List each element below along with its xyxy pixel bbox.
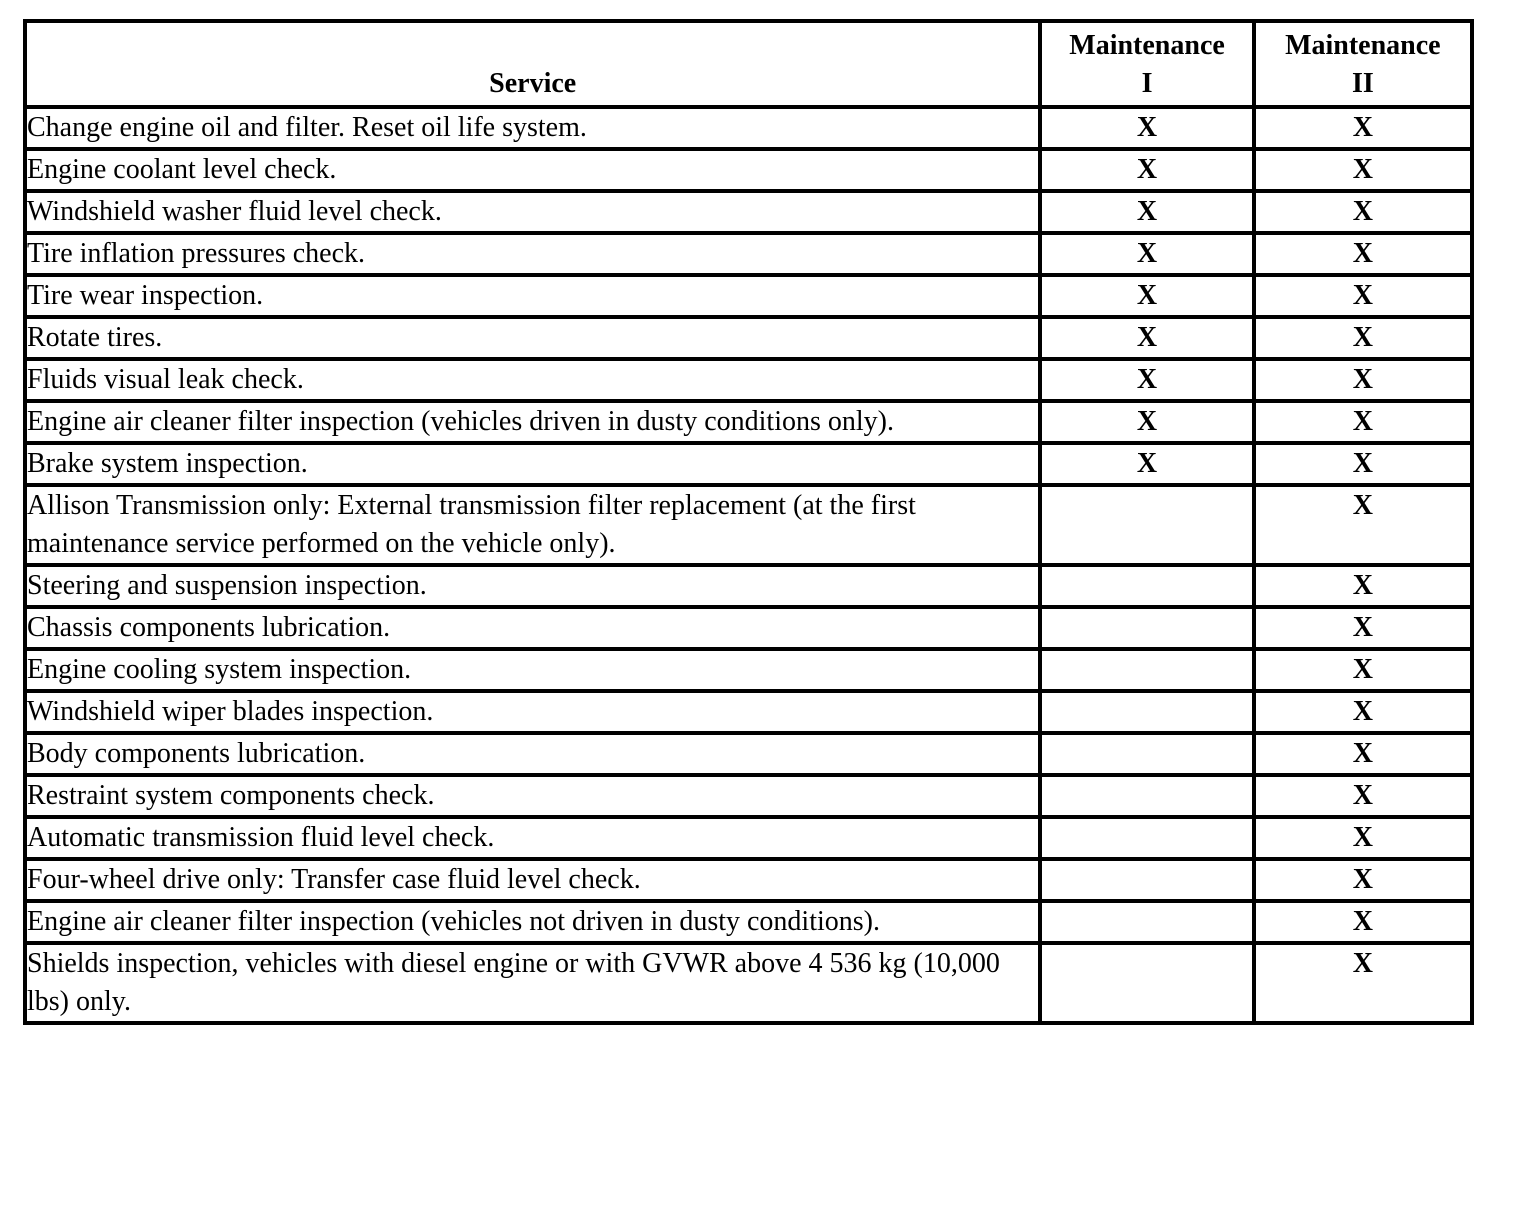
header-service [25, 21, 1040, 107]
maintenance-2-mark: X [1254, 901, 1472, 943]
maintenance-2-mark: X [1254, 649, 1472, 691]
table-row [25, 649, 1472, 691]
maintenance-2-mark: X [1254, 565, 1472, 607]
maintenance-2-mark: X [1254, 233, 1472, 275]
header-maintenance-2-line1: Maintenance [1285, 30, 1441, 61]
service-cell: Tire inflation pressures check. [25, 233, 1040, 275]
table-row [25, 317, 1472, 359]
service-cell: Shields inspection, vehicles with diesel engine or with GVWR above 4 536 kg (10,000 lbs) only. [25, 943, 1040, 1023]
service-cell: Engine cooling system inspection. [25, 649, 1040, 691]
maintenance-1-mark: X [1040, 191, 1253, 233]
maintenance-1-mark: X [1040, 317, 1253, 359]
service-cell: Body components lubrication. [25, 733, 1040, 775]
table-row [25, 733, 1472, 775]
header-maintenance-2-line2: II [1351, 68, 1374, 99]
service-cell: Steering and suspension inspection. [25, 565, 1040, 607]
header-service-label: Service [489, 68, 577, 99]
table-row [25, 107, 1472, 149]
header-row [25, 21, 1472, 107]
service-cell: Brake system inspection. [25, 443, 1040, 485]
maintenance-2-mark: X [1254, 859, 1472, 901]
table-row [25, 485, 1472, 565]
service-cell: Fluids visual leak check. [25, 359, 1040, 401]
maintenance-1-mark [1040, 485, 1253, 565]
maintenance-2-mark: X [1254, 149, 1472, 191]
service-cell: Tire wear inspection. [25, 275, 1040, 317]
maintenance-2-mark: X [1254, 359, 1472, 401]
maintenance-1-mark [1040, 901, 1253, 943]
table-row [25, 859, 1472, 901]
maintenance-1-mark [1040, 817, 1253, 859]
service-cell: Engine air cleaner filter inspection (vehicles driven in dusty conditions only). [25, 401, 1040, 443]
service-cell: Automatic transmission fluid level check. [25, 817, 1040, 859]
table-row [25, 275, 1472, 317]
service-cell: Chassis components lubrication. [25, 607, 1040, 649]
service-cell: Engine coolant level check. [25, 149, 1040, 191]
service-cell: Windshield wiper blades inspection. [25, 691, 1040, 733]
header-maintenance-1 [1040, 21, 1253, 107]
table-row [25, 901, 1472, 943]
maintenance-2-mark: X [1254, 191, 1472, 233]
table-row [25, 691, 1472, 733]
table-row [25, 607, 1472, 649]
maintenance-1-mark [1040, 859, 1253, 901]
table-row [25, 817, 1472, 859]
table-row [25, 401, 1472, 443]
table-row [25, 775, 1472, 817]
service-cell: Rotate tires. [25, 317, 1040, 359]
maintenance-2-mark: X [1254, 733, 1472, 775]
maintenance-2-mark: X [1254, 317, 1472, 359]
maintenance-2-mark: X [1254, 401, 1472, 443]
maintenance-1-mark [1040, 691, 1253, 733]
maintenance-2-mark: X [1254, 107, 1472, 149]
maintenance-1-mark: X [1040, 107, 1253, 149]
maintenance-1-mark [1040, 607, 1253, 649]
header-maintenance-2 [1254, 21, 1472, 107]
maintenance-1-mark: X [1040, 443, 1253, 485]
maintenance-1-mark: X [1040, 275, 1253, 317]
table-row [25, 443, 1472, 485]
maintenance-1-mark [1040, 775, 1253, 817]
maintenance-1-mark: X [1040, 149, 1253, 191]
service-cell: Restraint system components check. [25, 775, 1040, 817]
maintenance-2-mark: X [1254, 485, 1472, 565]
service-cell: Four-wheel drive only: Transfer case fluid level check. [25, 859, 1040, 901]
table-row [25, 191, 1472, 233]
table-row [25, 233, 1472, 275]
maintenance-2-mark: X [1254, 817, 1472, 859]
maintenance-1-mark: X [1040, 359, 1253, 401]
maintenance-1-mark [1040, 733, 1253, 775]
header-maintenance-1-line1: Maintenance [1069, 30, 1225, 61]
table-row [25, 943, 1472, 1023]
service-cell: Windshield washer fluid level check. [25, 191, 1040, 233]
service-cell: Allison Transmission only: External transmission filter replacement (at the first maintenance service performed on the vehicle only). [25, 485, 1040, 565]
maintenance-2-mark: X [1254, 775, 1472, 817]
maintenance-1-mark: X [1040, 401, 1253, 443]
header-maintenance-1-line2: I [1141, 68, 1153, 99]
table-row [25, 149, 1472, 191]
table-row [25, 359, 1472, 401]
maintenance-2-mark: X [1254, 691, 1472, 733]
maintenance-2-mark: X [1254, 275, 1472, 317]
table-row [25, 565, 1472, 607]
maintenance-2-mark: X [1254, 443, 1472, 485]
service-cell: Engine air cleaner filter inspection (vehicles not driven in dusty conditions). [25, 901, 1040, 943]
service-cell: Change engine oil and filter. Reset oil life system. [25, 107, 1040, 149]
maintenance-2-mark: X [1254, 607, 1472, 649]
maintenance-1-mark [1040, 565, 1253, 607]
maintenance-2-mark: X [1254, 943, 1472, 1023]
maintenance-1-mark [1040, 649, 1253, 691]
maintenance-schedule-table [23, 19, 1474, 1025]
maintenance-1-mark: X [1040, 233, 1253, 275]
maintenance-1-mark [1040, 943, 1253, 1023]
